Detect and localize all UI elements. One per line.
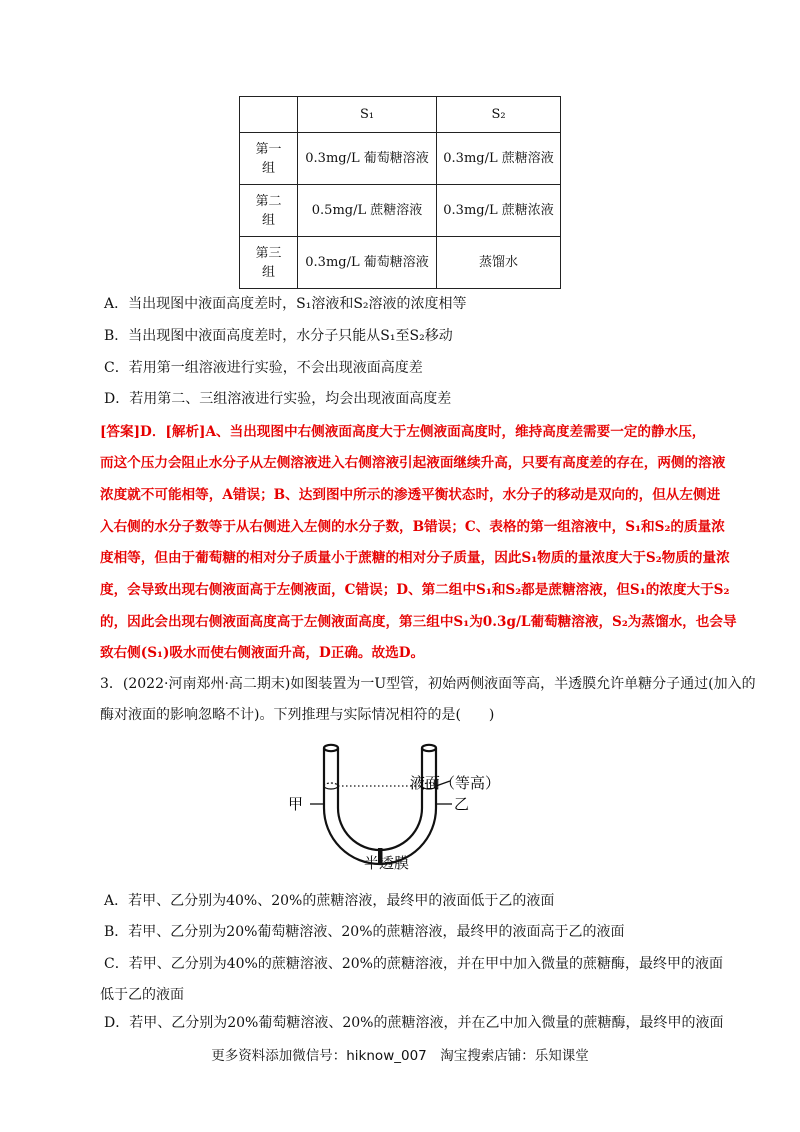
page-footer: 更多资料添加微信号：hiknow_007 淘宝搜索店铺：乐知课堂: [211, 1048, 589, 1064]
answer-line: 度，会导致出现右侧液面高于左侧液面，C错误；D、第二组中S₁和S₂都是蔗糖溶液，但S₁的浓度大于S₂: [100, 582, 730, 598]
left-label: 甲: [288, 795, 304, 813]
table-cell: 蒸馏水: [437, 237, 561, 289]
q3-option-d: D．若甲、乙分别为20%葡萄糖溶液、20%的蔗糖溶液，并在乙中加入微量的蔗糖酶，最终甲的液面: [104, 1015, 724, 1031]
q3-option-c: C．若甲、乙分别为40%的蔗糖溶液、20%的蔗糖溶液，并在甲中加入微量的蔗糖酶，最终甲的液面: [104, 956, 723, 972]
q2-option-b: B．当出现图中液面高度差时，水分子只能从S₁至S₂移动: [104, 328, 453, 344]
answer-line: 入右侧的水分子数等于从右侧进入左侧的水分子数，B错误；C、表格的第一组溶液中，S₁和S₂的质量浓: [100, 519, 725, 535]
row-label: 第二组: [255, 193, 282, 228]
answer-line: 而这个压力会阻止水分子从左侧溶液进入右侧溶液引起液面继续升高，只要有高度差的存在，两侧的溶液: [100, 455, 726, 471]
table-cell: 0.5mg/L 蔗糖溶液: [298, 185, 437, 237]
q2-option-a: A．当出现图中液面高度差时，S₁溶液和S₂溶液的浓度相等: [104, 296, 467, 312]
table-header-cell: S₂: [437, 97, 561, 133]
table-header-cell: S₁: [298, 97, 437, 133]
level-label: 液面（等高）: [410, 774, 501, 792]
right-label: 乙: [454, 795, 470, 813]
answer-line: 浓度就不可能相等，A错误；B、达到图中所示的渗透平衡状态时，水分子的移动是双向的，但从左侧进: [100, 487, 721, 503]
table-header-row: [240, 97, 561, 133]
q2-option-d: D．若用第二、三组溶液进行实验，均会出现液面高度差: [104, 391, 452, 407]
table-cell: 0.3mg/L 蔗糖浓液: [437, 185, 561, 237]
membrane-label: 半透膜: [364, 854, 410, 872]
table-cell: 0.3mg/L 蔗糖溶液: [437, 133, 561, 185]
answer-line: 的，因此会出现右侧液面高度高于左侧液面高度，第三组中S₁为0.3g/L葡萄糖溶液，S₂为蒸馏水，也会导: [100, 614, 737, 630]
row-label: 第三组: [255, 245, 282, 280]
answer-line: 致右侧(S₁)吸水而使右侧液面升高，D正确。故选D。: [100, 645, 425, 661]
q3-option-b: B．若甲、乙分别为20%葡萄糖溶液、20%的蔗糖溶液，最终甲的液面高于乙的液面: [104, 924, 625, 940]
table-cell: 0.3mg/L 葡萄糖溶液: [298, 133, 437, 185]
table-row: [240, 185, 561, 237]
q3-option-c-cont: 低于乙的液面: [100, 987, 184, 1003]
answer-line: 度相等，但由于葡萄糖的相对分子质量小于蔗糖的相对分子质量，因此S₁物质的量浓度大于S₂物质的量浓: [100, 550, 730, 566]
answer-line: [答案]D．[解析]A、当出现图中右侧液面高度大于左侧液面高度时，维持高度差需要一定的静水压，: [100, 424, 706, 440]
table-header-cell: [240, 97, 298, 133]
q2-option-c: C．若用第一组溶液进行实验，不会出现液面高度差: [104, 360, 423, 376]
table-row: [240, 133, 561, 185]
solution-table: [239, 96, 561, 289]
question-3-stem-cont: 酶对液面的影响忽略不计)。下列推理与实际情况相符的是( ): [100, 707, 495, 723]
question-3-stem: 3．(2022·河南郑州·高二期末)如图装置为一U型管，初始两侧液面等高，半透膜允许单糖分子通过(加入的: [100, 676, 756, 692]
row-label: 第一组: [255, 141, 282, 176]
q3-option-a: A．若甲、乙分别为40%、20%的蔗糖溶液，最终甲的液面低于乙的液面: [104, 893, 555, 909]
table-row: [240, 237, 561, 289]
table-cell: 0.3mg/L 葡萄糖溶液: [298, 237, 437, 289]
